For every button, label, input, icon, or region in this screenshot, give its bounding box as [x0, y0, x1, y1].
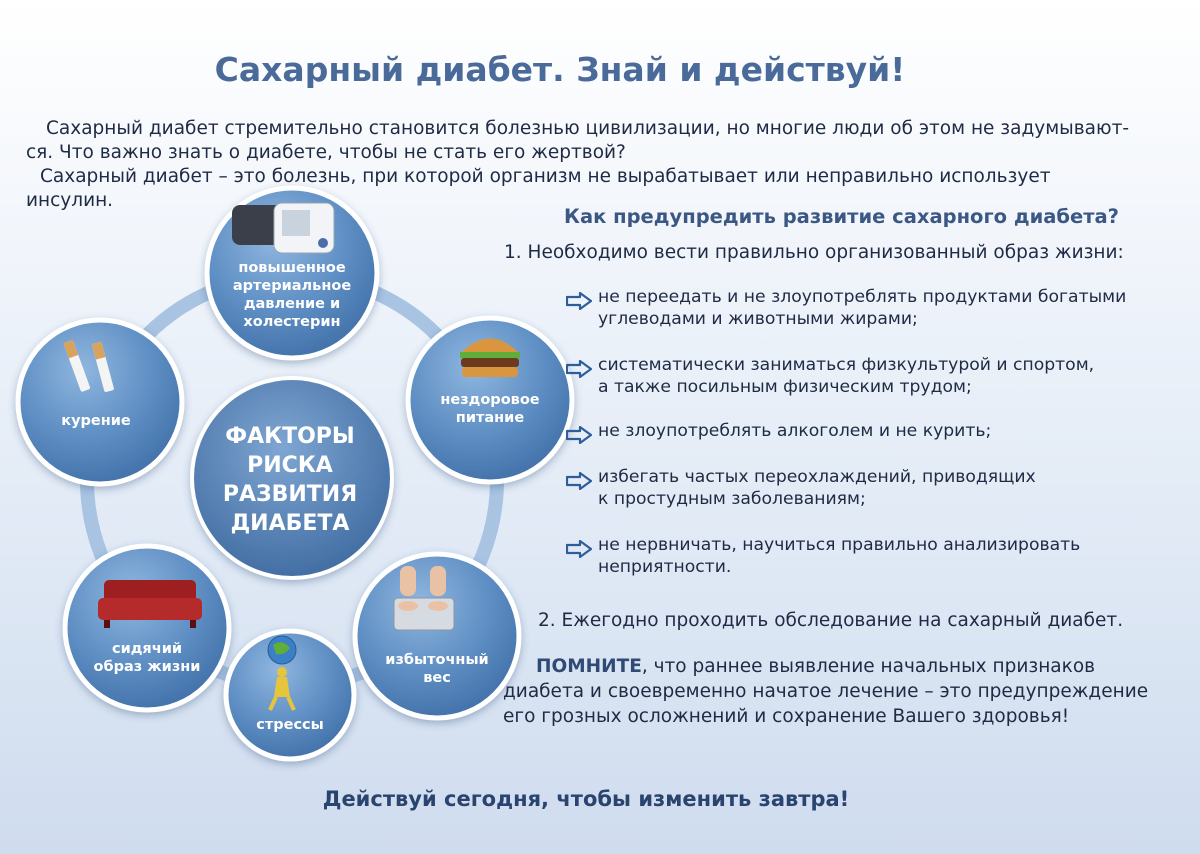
- remember-text: его грозных осложнений и сохранение Вашего здоровья!: [503, 706, 1070, 727]
- list-item-line: не нервничать, научиться правильно анализировать: [598, 535, 1081, 555]
- list-item-line: избегать частых переохлаждений, приводящих: [598, 467, 1036, 487]
- prevention-heading: Как предупредить развитие сахарного диабета?: [564, 205, 1119, 228]
- label-line: давление и: [243, 296, 341, 312]
- list-item-line: не переедать и не злоупотреблять продуктами богатыми: [598, 287, 1127, 307]
- label-line: артериальное: [232, 278, 352, 294]
- factor-smoking-label: [36, 412, 156, 430]
- label-line: нездоровое: [440, 392, 540, 408]
- center-line-1: ФАКТОРЫ: [225, 424, 355, 449]
- label-line: курение: [61, 413, 131, 429]
- label-line: питание: [455, 410, 525, 426]
- label-line: стрессы: [256, 717, 324, 733]
- label-line: сидячий: [111, 641, 183, 657]
- remember-text: диабета и своевременно начатое лечение – это предупреждение: [503, 681, 1149, 702]
- remember-bold: ПОМНИТЕ: [536, 656, 642, 677]
- arrow-right-icon: [566, 360, 592, 378]
- factor-pressure-label: [222, 259, 362, 331]
- center-label: [205, 422, 375, 538]
- arrow-right-icon: [566, 292, 592, 310]
- list-item-line: неприятности.: [598, 557, 732, 577]
- label-line: образ жизни: [93, 659, 201, 675]
- label-line: повышенное: [238, 260, 346, 276]
- intro-line-1: Сахарный диабет стремительно становится болезнью цивилизации, но многие люди об этом не задумывают-: [46, 118, 1130, 139]
- factor-sedentary: [65, 546, 229, 710]
- center-line-4: ДИАБЕТА: [230, 511, 350, 536]
- list-item-line: а также посильным физическим трудом;: [598, 377, 972, 397]
- center-line-2: РИСКА: [247, 453, 333, 478]
- arrow-right-icon: [566, 540, 592, 558]
- factor-weight-label: [372, 651, 502, 687]
- intro-line-2: ся. Что важно знать о диабете, чтобы не стать его жертвой?: [26, 142, 626, 163]
- list-item-line: к простудным заболеваниям;: [598, 489, 866, 509]
- factor-stress: [226, 631, 354, 759]
- remember-note: [503, 654, 1193, 729]
- label-line: холестерин: [243, 314, 341, 330]
- arrow-right-icon: [566, 426, 592, 444]
- remember-text: , что раннее выявление начальных признаков: [641, 656, 1096, 677]
- list-item-line: не злоупотреблять алкоголем и не курить;: [598, 421, 992, 441]
- intro-line-3: Сахарный диабет – это болезнь, при которой организм не вырабатывает или неправильно использует: [40, 166, 1051, 187]
- step-1: 1. Необходимо вести правильно организованный образ жизни:: [504, 242, 1124, 263]
- label-line: избыточный: [385, 652, 489, 668]
- factor-stress-label: [240, 716, 340, 734]
- factor-weight: [355, 554, 519, 718]
- footer-slogan: Действуй сегодня, чтобы изменить завтра!: [322, 787, 850, 811]
- intro-line-4: инсулин.: [26, 190, 114, 211]
- list-item-line: углеводами и животными жирами;: [598, 309, 918, 329]
- step-2: 2. Ежегодно проходить обследование на сахарный диабет.: [538, 610, 1124, 631]
- label-line: вес: [423, 670, 451, 686]
- factor-food-label: [425, 391, 555, 427]
- list-item-line: систематически заниматься физкультурой и спортом,: [598, 355, 1095, 375]
- arrow-right-icon: [566, 472, 592, 490]
- factor-sedentary-label: [82, 640, 212, 676]
- page-title: Сахарный диабет. Знай и действуй!: [214, 50, 906, 89]
- center-line-3: РАЗВИТИЯ: [222, 482, 358, 507]
- factor-smoking: [18, 320, 182, 484]
